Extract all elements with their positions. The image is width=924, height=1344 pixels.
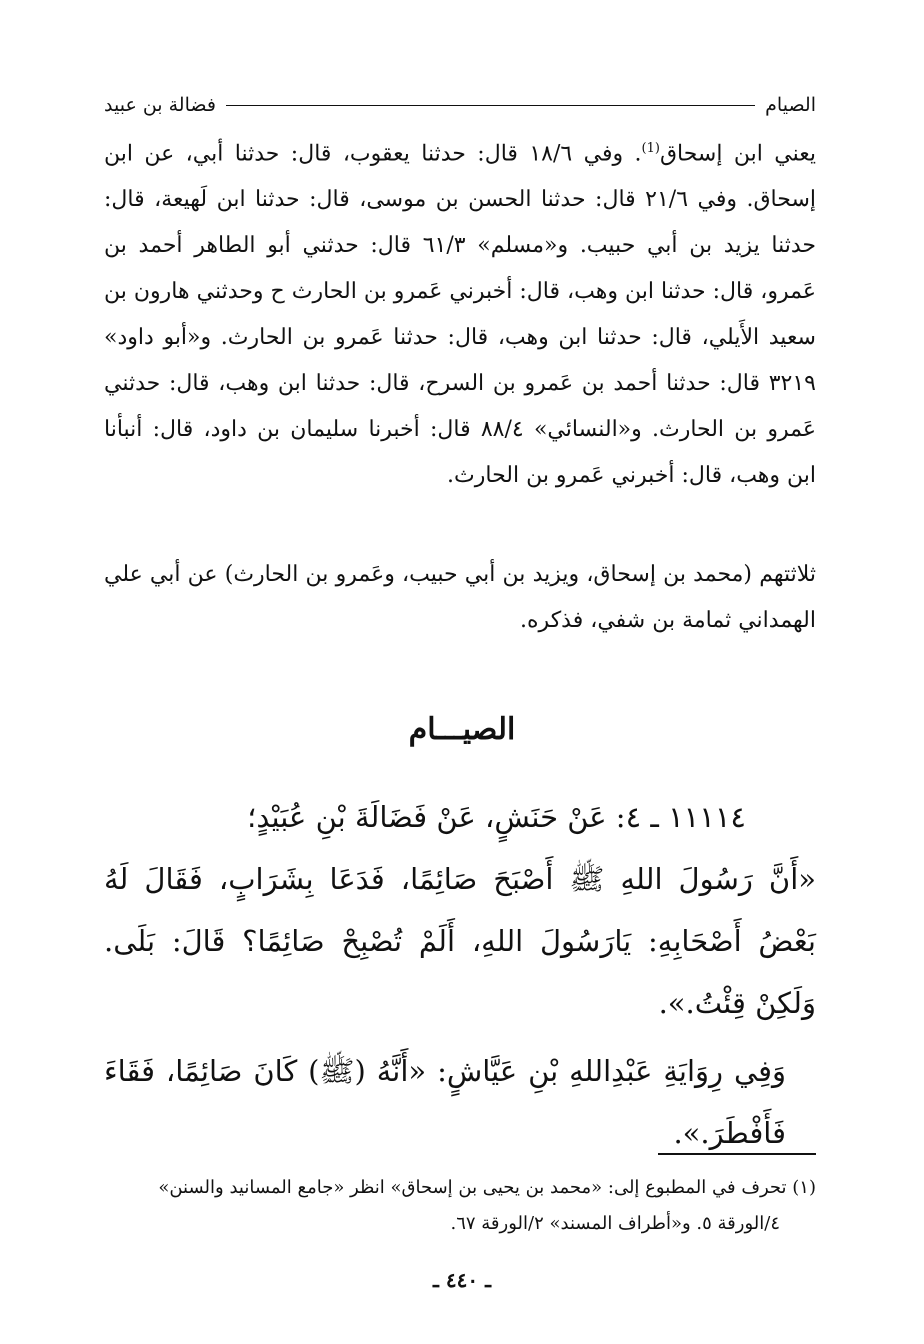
footnotes: [104, 1170, 816, 1242]
header-subject: فضالة بن عبيد: [104, 94, 216, 116]
hadith-variant: وَفِي رِوَايَةِ عَبْدِاللهِ بْنِ عَيَّاشٍ: «أَنَّهُ (ﷺ) كَانَ صَائِمًا، فَقَاءَ فَأَفْطَرَ.».: [104, 1054, 786, 1150]
isnad-after-marker: . وفي ١٨/٦ قال: حدثنا يعقوب، قال: حدثنا أبي، عن ابن إسحاق. وفي ٢١/٦ قال: حدثنا الحسن بن موسى، قال: حدثنا ابن لَهيعة، قال: حدثنا يزيد بن أبي حبيب. و«مسلم» ٦١/٣ قال: حدثني أبو الطاهر أحمد بن عَمرو، قال: حدثنا ابن وهب، قال: أخبرني عَمرو بن الحارث ح وحدثني هارون بن سعيد الأَيلي، قال: حدثنا ابن وهب، قال: حدثنا عَمرو بن الحارث. و«أبو داود» ٣٢١٩ قال: حدثنا أحمد بن عَمرو بن السرح، قال: حدثنا ابن وهب، قال: حدثني عَمرو بن الحارث. و«النسائي» ٨٨/٤ قال: أخبرنا سليمان بن داود، قال: أنبأنا ابن وهب، قال: أخبرني عَمرو بن الحارث.: [104, 141, 816, 489]
header-chapter: الصيام: [765, 94, 816, 116]
isnad-before-marker: يعني ابن إسحاق: [659, 141, 816, 167]
footnote-line-1: (١) تحرف في المطبوع إلى: «محمد بن يحيى بن إسحاق» انظر «جامع المسانيد والسنن»: [158, 1177, 816, 1198]
section-title: الصيـــام: [408, 712, 516, 747]
narrators-summary: ثلاثتهم (محمد بن إسحاق، ويزيد بن أبي حبيب، وعَمرو بن الحارث) عن أبي علي الهمداني ثمامة بن شفي، فذكره.: [104, 562, 816, 633]
hadith-number-line: ١١١١٤ ـ ٤: عَنْ حَنَشٍ، عَنْ فَضَالَةَ بْنِ عُبَيْدٍ؛: [247, 800, 746, 834]
footnote-line-2: ٤/الورقة ٥. و«أطراف المسند» ٢/الورقة ٦٧.: [450, 1213, 780, 1234]
header-rule: [226, 105, 755, 106]
footnote-rule: [658, 1153, 816, 1155]
running-header: [104, 90, 816, 120]
isnad-paragraph: [104, 126, 816, 499]
hadith-text: «أَنَّ رَسُولَ اللهِ ﷺ أَصْبَحَ صَائِمًا، فَدَعَا بِشَرَابٍ، فَقَالَ لَهُ بَعْضُ أَصْحَابِهِ: يَارَسُولَ اللهِ، أَلَمْ تُصْبِحْ صَائِمًا؟ قَالَ: بَلَى. وَلَكِنْ قِئْتُ.».: [104, 862, 816, 1020]
hadith-block: [104, 786, 816, 1164]
page-number: ـ ٤٤٠ ـ: [433, 1268, 491, 1292]
footnote-marker: (1): [641, 141, 660, 156]
isnad-text: [104, 126, 816, 499]
